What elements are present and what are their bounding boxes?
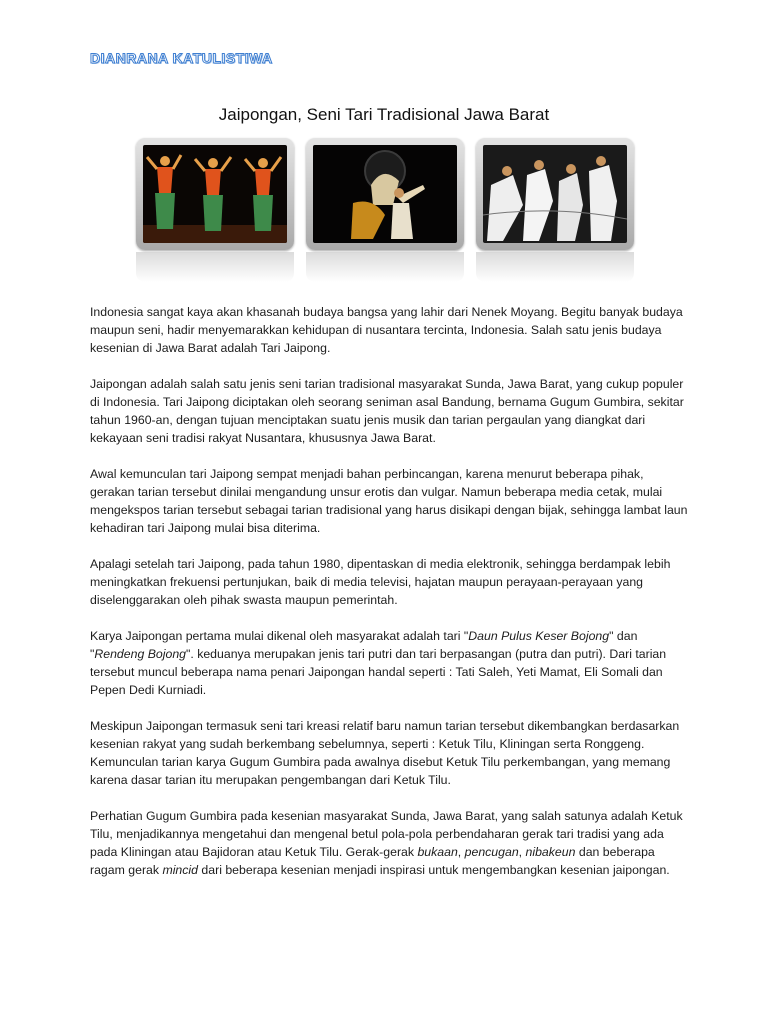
term-bukaan: bukaan: [417, 845, 458, 859]
p5-text-c: " dan ": [90, 629, 638, 661]
dancers-orange-icon: [143, 145, 287, 243]
p7-text-e: ,: [518, 845, 526, 859]
article-body: [90, 303, 688, 897]
dancers-stage-photo: [306, 138, 464, 250]
brand-header: DIANRANA KATULISTIWA: [90, 50, 273, 66]
paragraph-1: Indonesia sangat kaya akan khasanah budaya bangsa yang lahir dari Nenek Moyang. Begitu banyak budaya maupun seni, hadir menyemarakkan kehidupan di nusantara tercinta, Indonesia. Salah satu jenis budaya kesenian di Jawa Barat adalah Tari Jaipong.: [90, 305, 683, 355]
p7-text-a: Perhatian Gugum Gumbira pada kesenian masyarakat Sunda, Jawa Barat, yang salah satunya adalah Ketuk Tilu, menjadikannya mengetahui dan mengenal betul pola-pola perbendaharan gerak tari tradisi yang ada pada Kliningan atau Bajidoran atau Ketuk Tilu. Gerak-gerak: [90, 809, 683, 859]
p5-text-a: Karya Jaipongan pertama mulai dikenal oleh masyarakat adalah tari ": [90, 629, 469, 643]
paragraph-7: [90, 807, 688, 879]
paragraph-2: Jaipongan adalah salah satu jenis seni tarian tradisional masyarakat Sunda, Jawa Barat, yang cukup populer di Indonesia. Tari Jaipong diciptakan oleh seorang seniman asal Bandung, bernama Gugum Gumbira, sekitar tahun 1960-an, dengan tujuan menciptakan suatu jenis musik dan tarian pergaulan yang diangkat dari kekayaan seni tradisi rakyat Nusantara, khususnya Jawa Barat.: [90, 377, 684, 445]
p7-text-c: ,: [457, 845, 465, 859]
p7-text-i: dari beberapa kesenian menjadi inspirasi untuk mengembangkan kesenian jaipongan.: [198, 863, 670, 877]
paragraph-6: Meskipun Jaipongan termasuk seni tari kreasi relatif baru namun tarian tersebut dikembangkan berdasarkan kesenian rakyat yang sudah berkembang sebelumnya, seperti : Ketuk Tilu, Kliningan serta Ronggeng. Kemunculan tarian karya Gugum Gumbira pada awalnya disebut Ketuk Tilu perkembangan, yang memang karena dasar tarian itu merupakan pengembangan dari Ketuk Tilu.: [90, 719, 680, 787]
dancers-orange-photo: [136, 138, 294, 250]
paragraph-4: Apalagi setelah tari Jaipong, pada tahun 1980, dipentaskan di media elektronik, sehingga berdampak lebih meningkatkan frekuensi pertunjukan, baik di media televisi, hajatan maupun perayaan-perayaan yang diselenggarakan oleh pihak swasta maupun pemerintah.: [90, 557, 671, 607]
dance-title-daun-pulus: Daun Pulus Keser Bojong: [468, 629, 610, 643]
p5-text-e: ". keduanya merupakan jenis tari putri dan tari berpasangan (putra dan putri). Dari tarian tersebut muncul beberapa nama penari Jaipongan handal seperti : Tati Saleh, Yeti Mamat, Eli Somali dan Pepen Dedi Kurniadi.: [90, 647, 667, 697]
term-mincid: mincid: [162, 863, 198, 877]
dancers-white-icon: [483, 145, 627, 243]
photo-strip: [136, 138, 632, 284]
term-nibakeun: nibakeun: [525, 845, 576, 859]
dancers-white-photo: [476, 138, 634, 250]
dance-title-rendeng: Rendeng Bojong: [94, 647, 186, 661]
photo-reflection: [136, 252, 294, 282]
photo-reflection: [306, 252, 464, 282]
paragraph-3: Awal kemunculan tari Jaipong sempat menjadi bahan perbincangan, karena menurut beberapa pihak, gerakan tarian tersebut dinilai mengandung unsur erotis dan vulgar. Namun beberapa media cetak, mulai mengekspos tarian tersebut sebagai tarian tradisional yang harus disikapi dengan bijak, sehingga lambat laun kehadiran tari Jaipong mulai bisa diterima.: [90, 467, 688, 535]
photo-reflection: [476, 252, 634, 282]
dancers-stage-icon: [313, 145, 457, 243]
p7-text-g: dan beberapa ragam gerak: [90, 845, 655, 877]
term-pencugan: pencugan: [464, 845, 519, 859]
page-title: Jaipongan, Seni Tari Tradisional Jawa Barat: [218, 105, 550, 125]
paragraph-5: [90, 627, 688, 699]
